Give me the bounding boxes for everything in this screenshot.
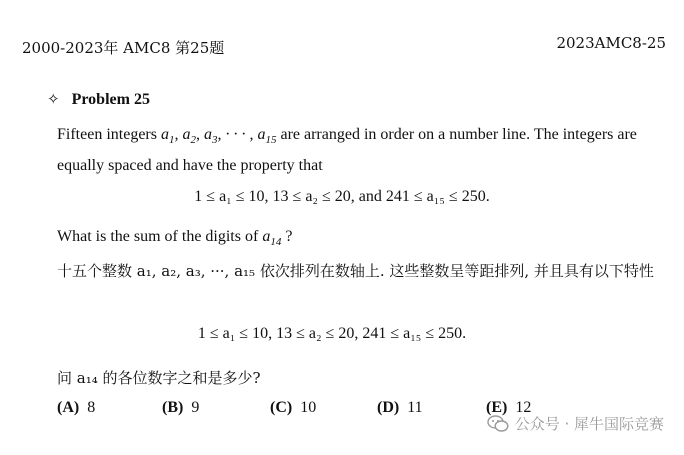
watermark-text: 公众号 · 犀牛国际竞赛 [514, 415, 664, 433]
equation-english: 1 ≤ a₁ ≤ 10, 13 ≤ a₂ ≤ 20, and 241 ≤ a₁₅ ≤ 250. [194, 188, 490, 205]
sequence-math: $a_1$, $a_2$, $a_3$, · · · , $a_{15}$ [160, 126, 277, 147]
equation-chinese: 1 ≤ a₁ ≤ 10, 13 ≤ a₂ ≤ 20, 241 ≤ a₁₅ ≤ 250. [197, 325, 467, 342]
wechat-icon [487, 415, 509, 433]
choice-e: (E) 12 [486, 399, 532, 416]
question-text: What is the sum of the digits of [57, 228, 263, 245]
question-math: $a_{14}$ [262, 228, 282, 249]
statement-text-2: are arranged in order on a number line. The integers are equally spaced and have the property that [57, 126, 637, 175]
chinese-statement: 十五个整数 a₁, a₂, a₃, ···, a₁₅ 依次排列在数轴上. 这些整数呈等距排列, 并且具有以下特性 [57, 262, 654, 280]
watermark [487, 413, 664, 434]
choice-c: (C) 10 [270, 399, 317, 416]
choice-d: (D) 11 [377, 399, 423, 416]
statement-text-1: Fifteen integers [57, 126, 161, 143]
diamond-icon: ✧ [47, 92, 60, 108]
problem-title: Problem 25 [71, 91, 150, 108]
chinese-question: 问 a₁₄ 的各位数字之和是多少? [57, 369, 261, 387]
problem-statement [57, 122, 657, 178]
header-right: 2023AMC8-25 [556, 34, 666, 52]
choice-a: (A) 8 [57, 399, 96, 416]
question-mark: ? [285, 228, 293, 245]
question-english [57, 228, 292, 248]
choice-b: (B) 9 [162, 399, 200, 416]
header-left: 2000-2023年 AMC8 第25题 [22, 39, 225, 57]
problem-heading [47, 90, 150, 109]
